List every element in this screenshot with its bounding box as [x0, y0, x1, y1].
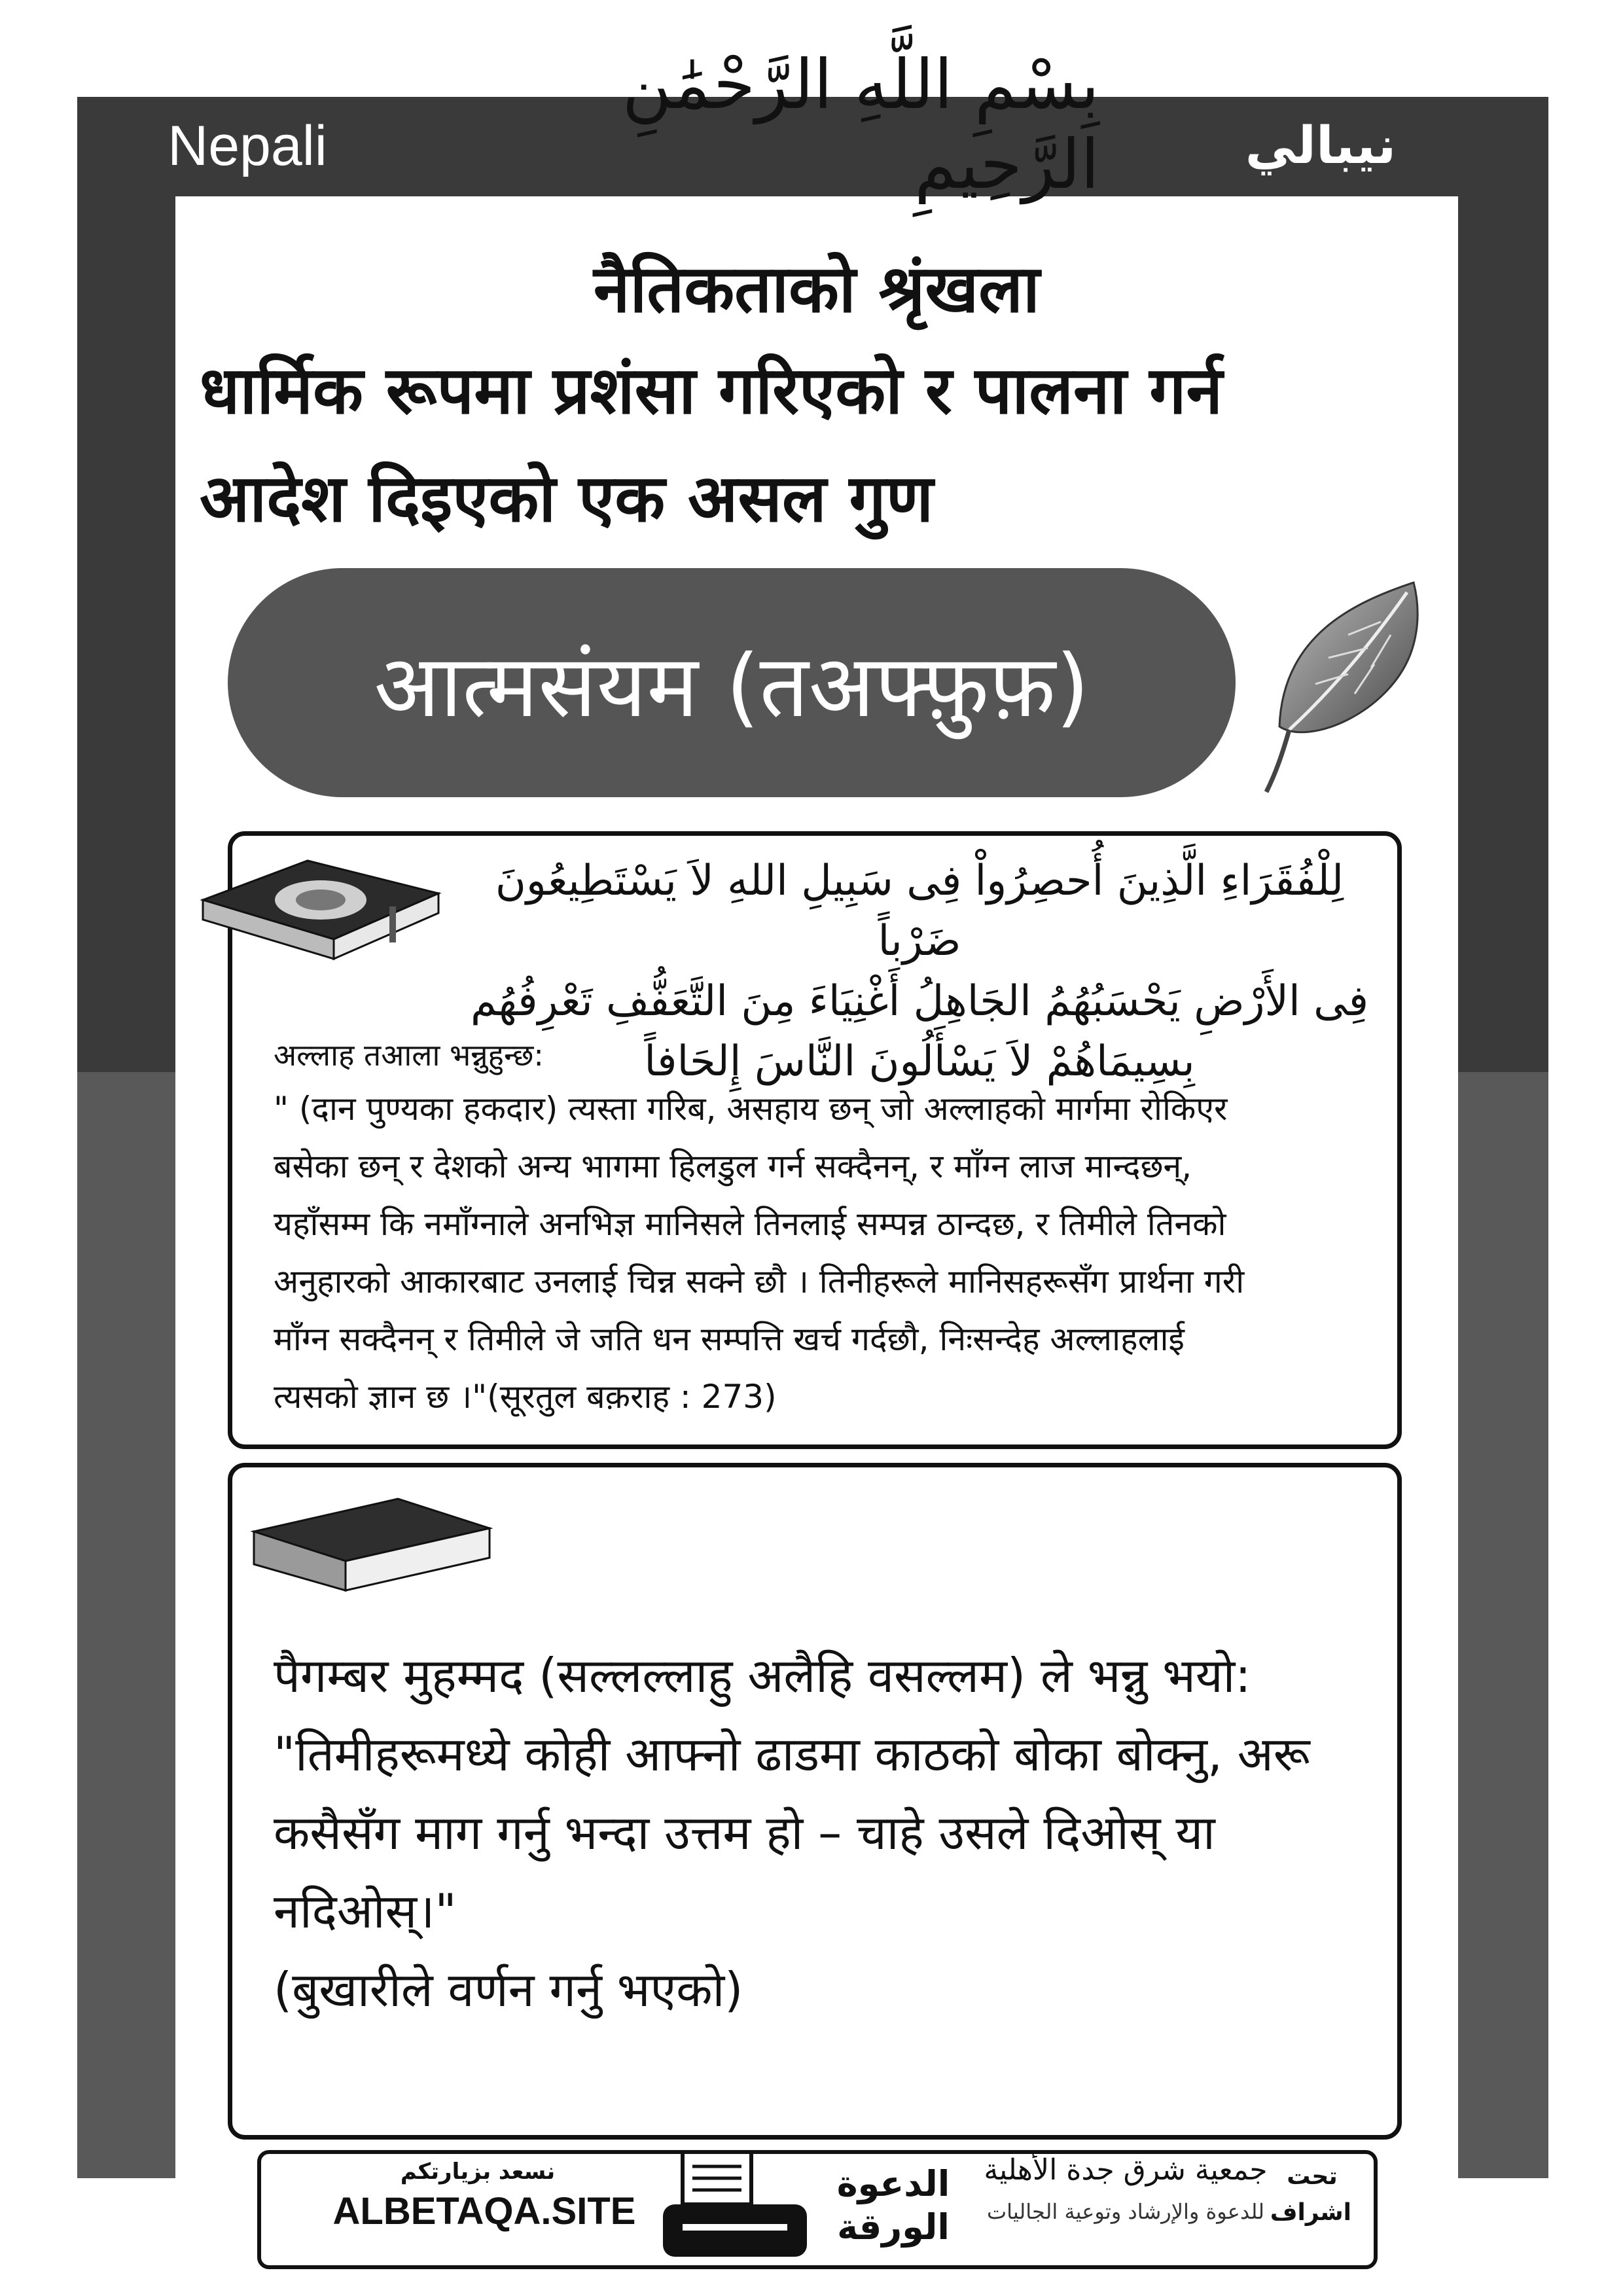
site-link[interactable]: ALBETAQA.SITE: [332, 2190, 636, 2233]
arabic-line: لِلْفُقَرَاءِ الَّذِينَ أُحصِرُواْ فِى سَبِيلِ اللهِ لاَ يَسْتَطِيعُونَ ضَرْباً: [495, 857, 1344, 965]
hadith-line: पैगम्बर मुहम्मद (सल्लल्लाहु अलैहि वसल्लम) ले भन्नु भयो:: [274, 1648, 1251, 1703]
hadith-line: नदिओस्।": [274, 1884, 457, 1939]
leaf-icon: [1257, 576, 1427, 798]
verse-intro: अल्लाह तआला भन्नुहुन्छ:: [274, 1037, 544, 1073]
kufic-logo-line: الورقة: [837, 2206, 950, 2248]
kufic-logo-line: الدعوة: [836, 2163, 950, 2204]
arabic-line: فِى الأَرْضِ يَحْسَبُهُمُ الجَاهِلُ أَغْنِيَاءَ مِنَ التَّعَفُّفِ تَعْرِفُهُم: [470, 977, 1369, 1026]
topic-banner: [228, 568, 1236, 797]
hadith-line: "तिमीहरूमध्ये कोही आफ्नो ढाडमा काठको बोका बोक्नु, अरू: [274, 1727, 1310, 1782]
hadith-line: कसैसँग माग गर्नु भन्दा उत्तम हो – चाहे उसले दिओस् या: [274, 1805, 1215, 1860]
subtitle-line-1: धार्मिक रूपमा प्रशंसा गरिएको र पालना गर्न: [200, 352, 1223, 429]
supervision-label-1: تحت: [1287, 2163, 1338, 2190]
association-subtitle: للدعوة والإرشاد وتوعية الجاليات: [986, 2199, 1265, 2224]
quran-arabic-text: [458, 851, 1381, 1092]
topic-title: आत्मसंयम (तअफ्फ़ुफ़): [374, 636, 1090, 737]
printer-icon: [656, 2147, 827, 2265]
welcome-text: نسعد بزيارتكم: [400, 2159, 556, 2185]
language-label-ar: نيبالي: [1137, 97, 1504, 195]
translation-line: अनुहारको आकारबाट उनलाई चिन्न सक्ने छौ । तिनीहरूले मानिसहरूसँग प्रार्थना गरी: [274, 1263, 1245, 1300]
verse-translation: [274, 1080, 1386, 1426]
translation-line: यहाँसम्म कि नमाँग्नाले अनभिज्ञ मानिसले तिनलाई सम्पन्न ठान्दछ, र तिमीले तिनको: [274, 1205, 1226, 1243]
translation-line: बसेका छन् र देशको अन्य भागमा हिलडुल गर्न सक्दैनन्, र माँग्न लाज मान्दछन्,: [274, 1147, 1192, 1185]
language-label-en: Nepali: [77, 97, 418, 195]
translation-line: " (दान पुण्यका हकदार) त्यस्ता गरिब, असहाय छन् जो अल्लाहको मार्गमा रोकिएर: [274, 1090, 1228, 1128]
quran-book-icon: [196, 854, 445, 965]
subtitle-line-2: आदेश दिइएको एक असल गुण: [200, 460, 934, 537]
kufic-logo: [838, 2153, 949, 2258]
hadith-line: (बुखारीले वर्णन गर्नु भएको): [274, 1962, 743, 2017]
association-name: جمعية شرق جدة الأهلية: [984, 2153, 1268, 2187]
translation-line: त्यसको ज्ञान छ ।"(सूरतुल बक़राह : 273): [274, 1378, 777, 1416]
supervision-label-2: اشراف: [1270, 2199, 1351, 2226]
translation-line: माँग्न सक्दैनन् र तिमीले जे जति धन सम्पत्ति खर्च गर्दछौ, निःसन्देह अल्लाहलाई: [274, 1320, 1185, 1358]
book-icon: [247, 1492, 496, 1597]
hadith-text: [274, 1636, 1386, 2029]
arabic-line: بِسِيمَاهُمْ لاَ يَسْأَلُونَ النَّاسَ إِلحَافاً: [644, 1037, 1195, 1086]
basmala-calligraphy: بِسْمِ اللَّهِ الرَّحْمَٰنِ الرَّحِيمِ: [622, 45, 1099, 204]
series-title: नैतिकताको श्रृंखला: [594, 251, 1040, 327]
